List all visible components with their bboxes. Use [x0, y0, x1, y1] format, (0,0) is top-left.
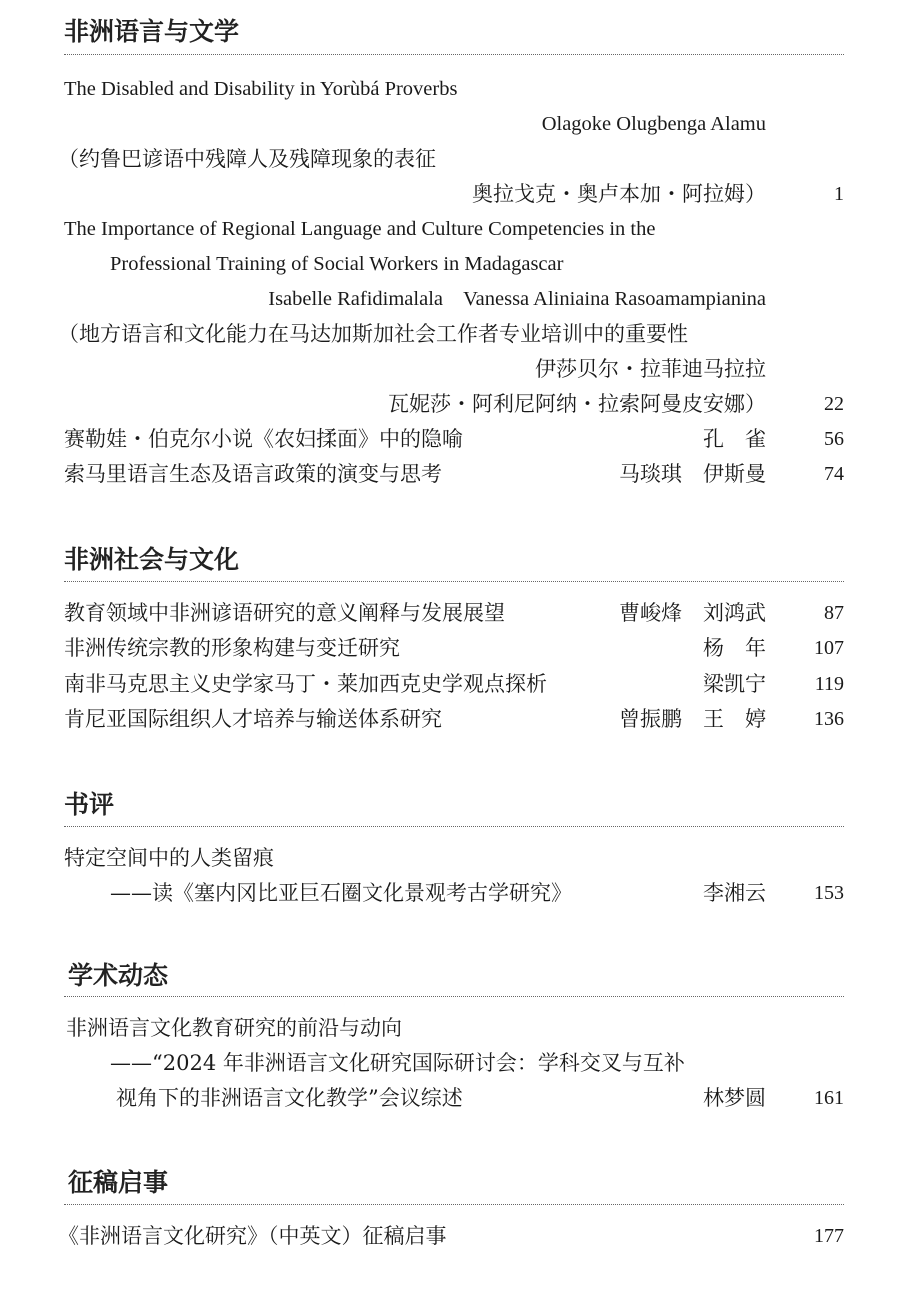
entry-subtitle-line-1: ——“2024 年非洲语言文化研究国际研讨会：学科交叉与互补: [110, 1051, 685, 1075]
entry-subtitle: ——读《塞内冈比亚巨石圈文化景观考古学研究》: [110, 881, 572, 905]
entry-author: 曾振鹏 王 婷: [619, 707, 766, 731]
entry-author: 梁凯宁: [703, 672, 766, 696]
entry-author-en: Isabelle Rafidimalala Vanessa Aliniaina Rasoamampianina: [268, 288, 766, 310]
entry-page-number: 56: [824, 428, 844, 450]
section-title-call-for-papers: 征稿启事: [68, 1168, 169, 1197]
entry-title: 南非马克思主义史学家马丁・莱加西克史学观点探析: [64, 672, 547, 696]
entry-title: 非洲传统宗教的形象构建与变迁研究: [64, 636, 400, 660]
entry-subtitle-line-2: 视角下的非洲语言文化教学”会议综述: [116, 1086, 463, 1110]
entry-page-number: 161: [814, 1087, 844, 1109]
section-title-book-review: 书评: [64, 790, 115, 819]
entry-title: 特定空间中的人类留痕: [64, 846, 274, 870]
section-title-african-society-culture: 非洲社会与文化: [64, 545, 240, 574]
dotted-divider: [64, 581, 844, 582]
entry-author: 孔 雀: [703, 427, 766, 451]
dotted-divider: [64, 996, 844, 997]
dotted-divider: [64, 826, 844, 827]
entry-page-number: 22: [824, 393, 844, 415]
entry-page-number: 87: [824, 602, 844, 624]
entry-author: 马琰琪 伊斯曼: [619, 462, 766, 486]
entry-title-en: The Disabled and Disability in Yorùbá Proverbs: [64, 78, 458, 100]
section-title-academic-news: 学术动态: [68, 961, 169, 990]
entry-title-en-line-1: The Importance of Regional Language and Culture Competencies in the: [64, 218, 656, 240]
entry-author-zh: 奥拉戈克・奥卢本加・阿拉姆）: [472, 182, 766, 206]
entry-page-number: 107: [814, 637, 844, 659]
entry-author: 曹峻烽 刘鸿武: [619, 601, 766, 625]
entry-author-zh-line-1: 伊莎贝尔・拉菲迪马拉拉: [535, 357, 766, 381]
entry-title: 教育领域中非洲谚语研究的意义阐释与发展展望: [64, 601, 505, 625]
entry-title: 《非洲语言文化研究》（中英文）征稿启事: [58, 1224, 447, 1248]
entry-title: 索马里语言生态及语言政策的演变与思考: [64, 462, 442, 486]
entry-title-en-line-2: Professional Training of Social Workers in Madagascar: [110, 253, 564, 275]
entry-page-number: 136: [814, 708, 844, 730]
entry-author: 林梦圆: [703, 1086, 766, 1110]
dotted-divider: [64, 54, 844, 55]
dotted-divider: [64, 1204, 844, 1205]
entry-page-number: 74: [824, 463, 844, 485]
entry-author: 李湘云: [703, 881, 766, 905]
entry-author-en: Olagoke Olugbenga Alamu: [541, 113, 766, 135]
entry-title-zh: （约鲁巴谚语中残障人及残障现象的表征: [58, 147, 436, 171]
section-title-african-language-literature: 非洲语言与文学: [64, 17, 240, 46]
entry-author: 杨 年: [703, 636, 766, 660]
entry-title: 非洲语言文化教育研究的前沿与动向: [66, 1016, 402, 1040]
entry-page-number: 177: [814, 1225, 844, 1247]
entry-title: 肯尼亚国际组织人才培养与输送体系研究: [64, 707, 442, 731]
entry-page-number: 1: [834, 183, 844, 205]
entry-page-number: 119: [814, 673, 844, 695]
entry-author-zh-line-2: 瓦妮莎・阿利尼阿纳・拉索阿曼皮安娜）: [388, 392, 766, 416]
entry-title-zh: （地方语言和文化能力在马达加斯加社会工作者专业培训中的重要性: [58, 322, 688, 346]
entry-title: 赛勒娃・伯克尔小说《农妇揉面》中的隐喻: [64, 427, 463, 451]
entry-page-number: 153: [814, 882, 844, 904]
